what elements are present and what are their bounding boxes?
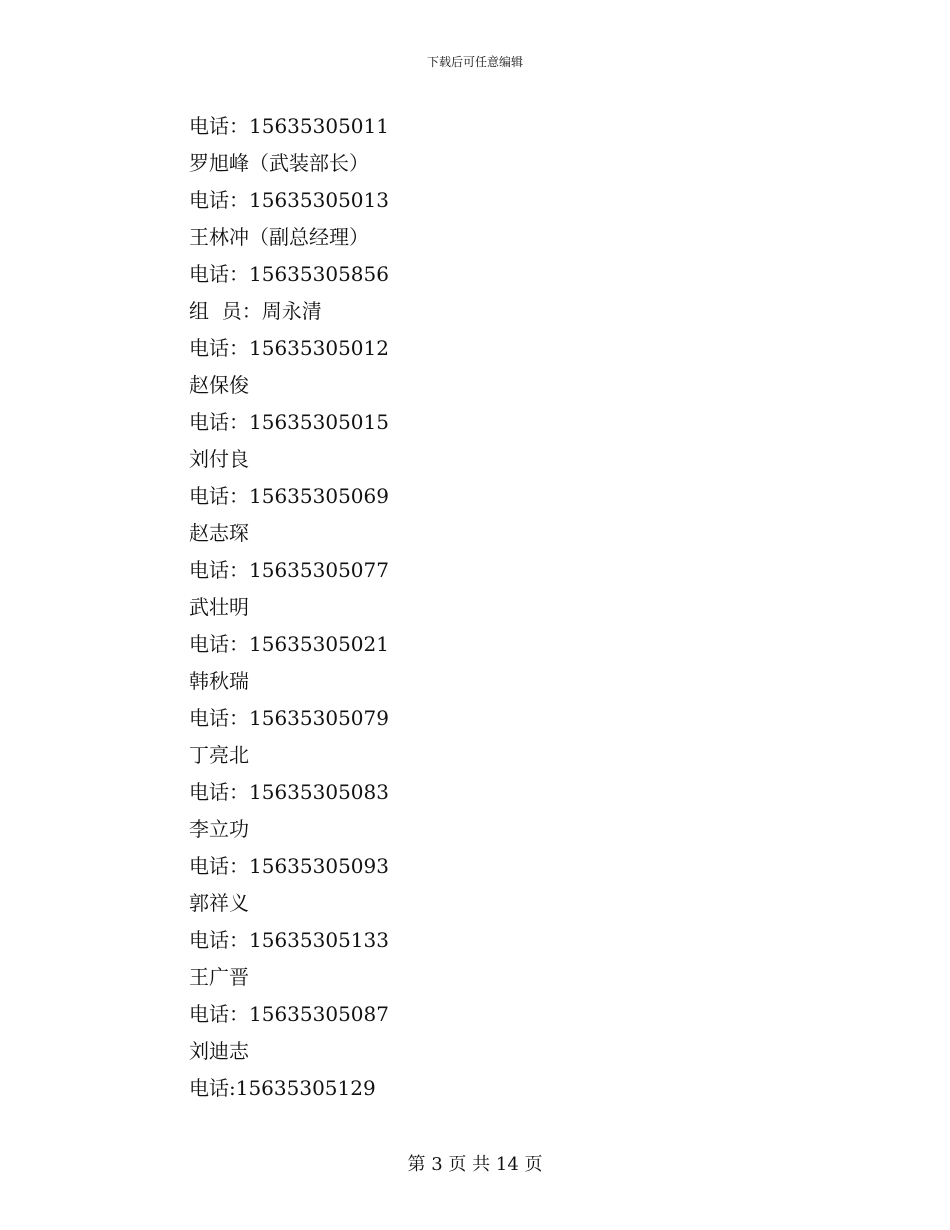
text-line: 电话：15635305083 [189,780,389,804]
text-line: 电话：15635305087 [189,1002,389,1026]
total-pages-number: 14 [495,1154,519,1175]
text-line: 电话：15635305079 [189,706,389,730]
text-line: 李立功 [189,817,249,841]
text-line: 电话：15635305015 [189,410,389,434]
total-prefix: 共 [472,1154,491,1175]
text-line: 电话：15635305093 [189,854,389,878]
text-line: 赵志琛 [189,521,249,545]
text-line: 电话：15635305069 [189,484,389,508]
text-line: 武壮明 [189,595,249,619]
current-page-number: 3 [431,1154,443,1175]
text-line: 电话：15635305013 [189,188,389,212]
page-word: 页 [448,1154,467,1175]
text-line: 丁亮北 [189,743,249,767]
text-line: 刘付良 [189,447,249,471]
text-line: 电话:15635305129 [189,1076,376,1100]
text-line: 韩秋瑞 [189,669,249,693]
text-line: 电话：15635305856 [189,262,389,286]
text-line: 郭祥义 [189,891,249,915]
text-line: 组 员：周永清 [189,299,322,323]
page-prefix: 第 [407,1154,426,1175]
text-line: 电话：15635305133 [189,928,389,952]
page-footer [0,1151,950,1179]
text-line: 王广晋 [189,965,249,989]
text-line: 电话：15635305077 [189,558,389,582]
document-body [189,111,789,1110]
text-line: 罗旭峰（武装部长） [189,151,369,175]
page-header: 下载后可任意编辑 [426,55,523,69]
text-line: 刘迪志 [189,1039,249,1063]
text-line: 电话：15635305011 [189,114,389,138]
text-line: 电话：15635305012 [189,336,389,360]
text-line: 赵保俊 [189,373,249,397]
total-suffix: 页 [524,1154,543,1175]
text-line: 王林冲（副总经理） [189,225,369,249]
text-line: 电话：15635305021 [189,632,389,656]
